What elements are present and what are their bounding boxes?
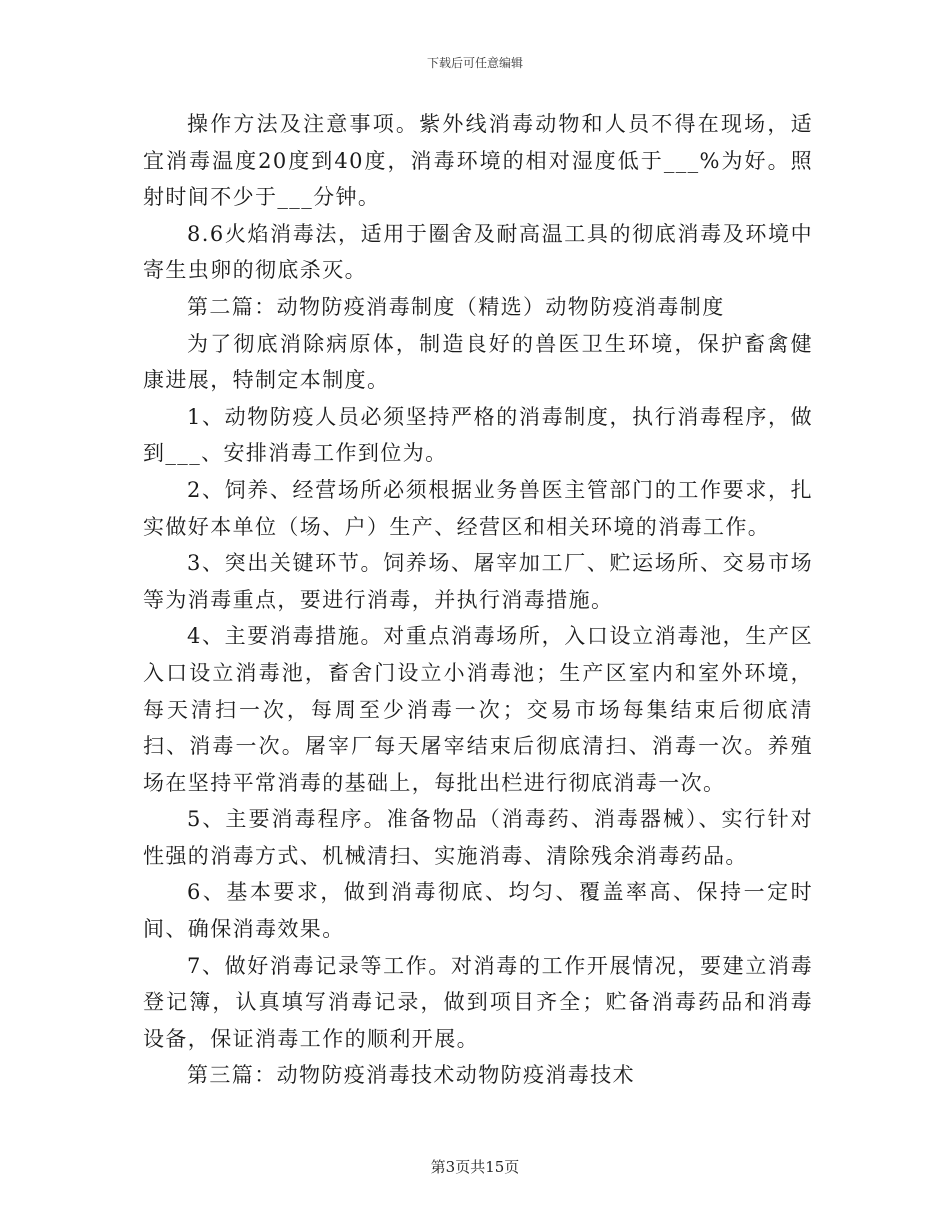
page-header: 下载后可任意编辑 bbox=[426, 56, 523, 70]
paragraph-item-6: 6、基本要求，做到消毒彻底、均匀、覆盖率高、保持一定时间、确保消毒效果。 bbox=[143, 880, 813, 942]
document-body bbox=[143, 106, 813, 1094]
section-heading-part-two: 第二篇：动物防疫消毒制度（精选）动物防疫消毒制度 bbox=[187, 294, 725, 319]
paragraph-item-5: 5、主要消毒程序。准备物品（消毒药、消毒器械）、实行针对性强的消毒方式、机械清扫、实施消毒、清除残余消毒药品。 bbox=[143, 807, 813, 868]
paragraph-uv-disinfection: 操作方法及注意事项。紫外线消毒动物和人员不得在现场，适宜消毒温度20度到40度，消毒环境的相对湿度低于___%为好。照射时间不少于___分钟。 bbox=[143, 112, 813, 210]
paragraph-purpose: 为了彻底消除病原体，制造良好的兽医卫生环境，保护畜禽健康进展，特制定本制度。 bbox=[143, 331, 813, 393]
paragraph-item-4: 4、主要消毒措施。对重点消毒场所，入口设立消毒池，生产区入口设立消毒池，畜舍门设立小消毒池；生产区室内和室外环境，每天清扫一次，每周至少消毒一次；交易市场每集结束后彻底清扫、消毒一次。屠宰厂每天屠宰结束后彻底清扫、消毒一次。养殖场在坚持平常消毒的基础上，每批出栏进行彻底消毒一次。 bbox=[143, 624, 813, 795]
paragraph-item-3: 3、突出关键环节。饲养场、屠宰加工厂、贮运场所、交易市场等为消毒重点，要进行消毒，并执行消毒措施。 bbox=[143, 551, 813, 612]
section-heading-part-three: 第三篇：动物防疫消毒技术动物防疫消毒技术 bbox=[187, 1063, 635, 1088]
paragraph-item-7: 7、做好消毒记录等工作。对消毒的工作开展情况，要建立消毒登记簿，认真填写消毒记录，做到项目齐全；贮备消毒药品和消毒设备，保证消毒工作的顺利开展。 bbox=[143, 953, 813, 1051]
paragraph-item-2: 2、饲养、经营场所必须根据业务兽医主管部门的工作要求，扎实做好本单位（场、户）生产、经营区和相关环境的消毒工作。 bbox=[143, 477, 813, 539]
paragraph-item-1: 1、动物防疫人员必须坚持严格的消毒制度，执行消毒程序，做到___、安排消毒工作到位为。 bbox=[143, 404, 813, 466]
page-number: 第3页共15页 bbox=[430, 1158, 520, 1176]
paragraph-flame-disinfection: 8.6火焰消毒法，适用于圈舍及耐高温工具的彻底消毒及环境中寄生虫卵的彻底杀灭。 bbox=[143, 221, 813, 283]
